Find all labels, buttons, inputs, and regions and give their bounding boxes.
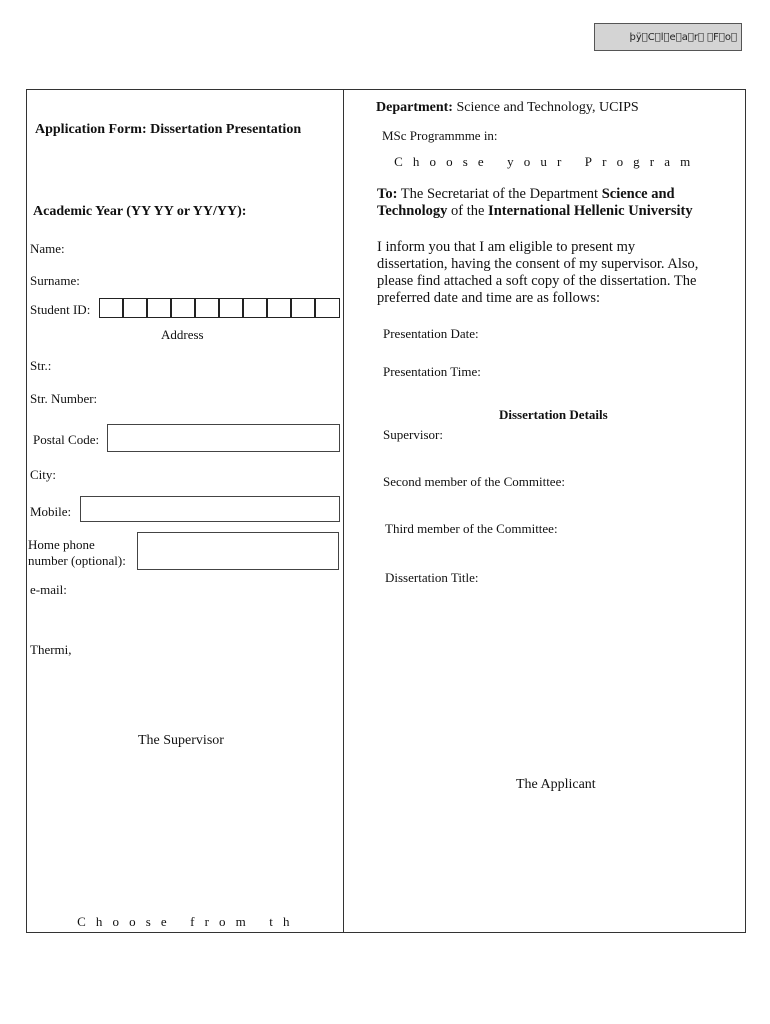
surname-label: Surname: xyxy=(30,273,80,288)
mobile-input[interactable] xyxy=(80,496,340,522)
email-label: e-mail: xyxy=(30,582,67,597)
address-heading: Address xyxy=(161,327,204,342)
postal-code-input[interactable] xyxy=(107,424,340,452)
home-phone-label: Home phone number (optional): xyxy=(28,537,126,568)
street-label: Str.: xyxy=(30,358,52,373)
form-title: Application Form: Dissertation Presentation xyxy=(35,122,302,137)
to-recipient: To: The Secretariat of the Department Science and Technology of the International Hellenic University xyxy=(377,186,693,219)
programme-dropdown[interactable]:  C h o o s e   y o u r   P r o g r a m  xyxy=(384,154,701,169)
bottom-choice-dropdown[interactable]:  C h o o s e   f r o m   t h xyxy=(67,914,290,929)
home-phone-input[interactable] xyxy=(137,532,339,570)
column-divider xyxy=(343,89,344,933)
clear-form-button[interactable]: þÿ C l e a r   F o  xyxy=(594,23,742,51)
dissertation-details-heading: Dissertation Details xyxy=(499,407,608,422)
postal-code-label: Postal Code: xyxy=(33,432,100,447)
supervisor-label: Supervisor: xyxy=(383,427,443,442)
mobile-label: Mobile: xyxy=(30,504,72,519)
dissertation-title-label: Dissertation Title: xyxy=(385,570,479,585)
supervisor-signature-label: The Supervisor xyxy=(138,733,224,748)
third-member-label: Third member of the Committee: xyxy=(385,521,558,536)
street-number-label: Str. Number: xyxy=(30,391,98,406)
name-label: Name: xyxy=(30,241,65,256)
presentation-time-label: Presentation Time: xyxy=(383,364,481,379)
eligibility-paragraph: I inform you that I am eligible to present my dissertation, having the consent of my supervisor. Also, please find attached a soft copy of the dissertation. The preferred date and time are as follows: xyxy=(377,239,699,306)
academic-year-label: Academic Year (YY YY or YY/YY): xyxy=(33,204,247,219)
applicant-signature-label: The Applicant xyxy=(516,777,596,792)
city-label: City: xyxy=(30,467,57,482)
msc-programme-label: MSc Programmme in: xyxy=(382,128,498,143)
department-line: Department: Science and Technology, UCIPS xyxy=(376,100,639,115)
presentation-date-label: Presentation Date: xyxy=(383,326,479,341)
student-id-label: Student ID: xyxy=(30,302,91,317)
place-label: Thermi, xyxy=(30,642,72,657)
second-member-label: Second member of the Committee: xyxy=(383,474,565,489)
